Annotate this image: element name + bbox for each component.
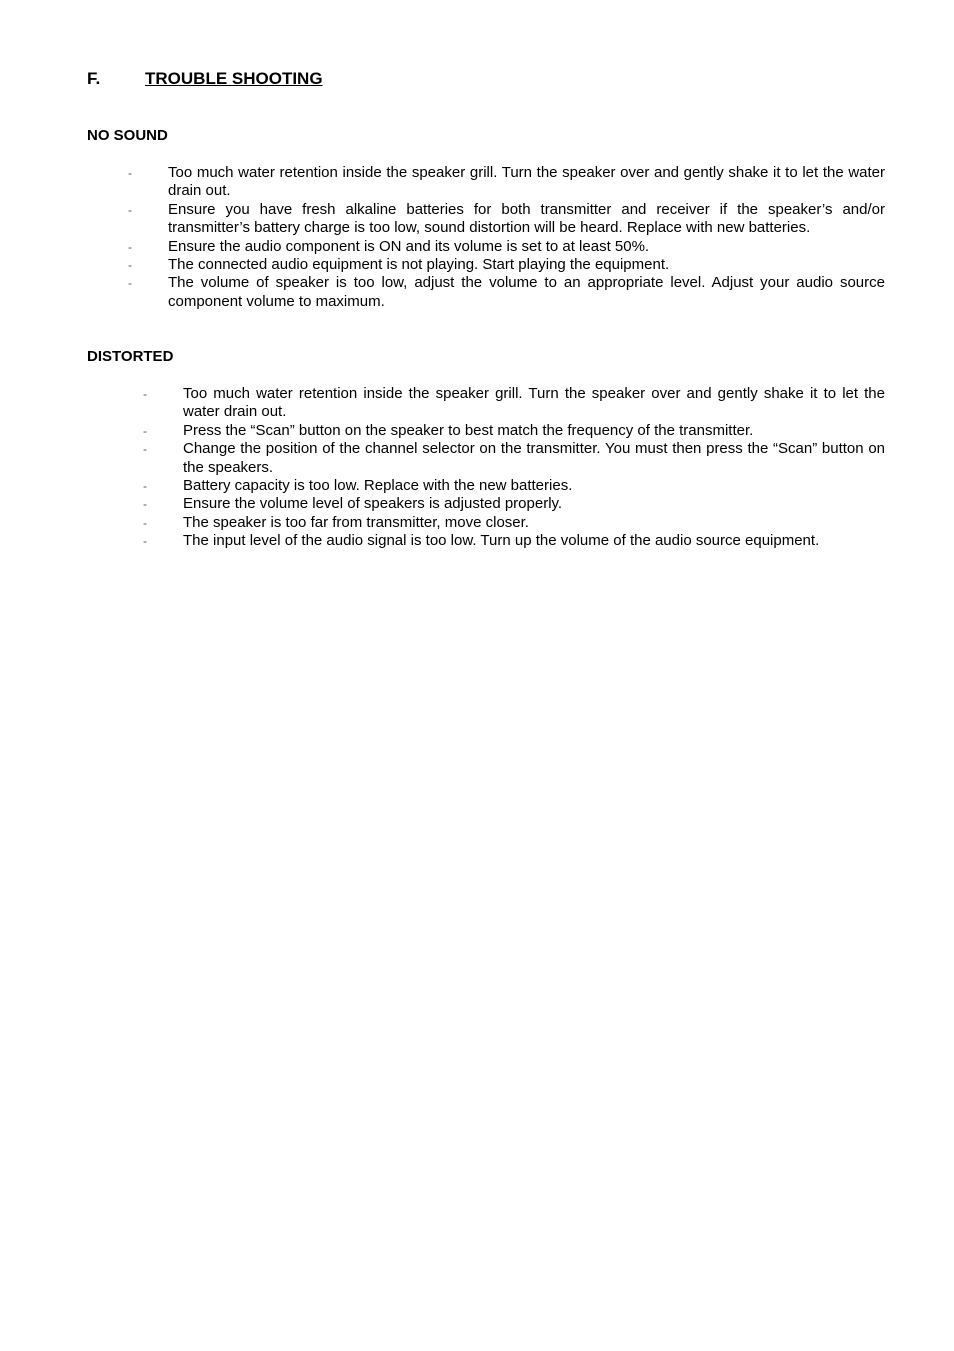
list-item-text: The speaker is too far from transmitter, move closer.	[183, 513, 529, 531]
list-item-text: Press the “Scan” button on the speaker to best match the frequency of the transmitter.	[183, 421, 754, 439]
list-item	[143, 532, 885, 550]
no-sound-heading: NO SOUND	[87, 127, 168, 144]
list-item-text: Ensure you have fresh alkaline batteries for both transmitter and receiver if the speaker’s and/or transmitter’s battery charge is too low, sound distortion will be heard. Replace with new batteries.	[168, 200, 885, 237]
list-item-text: The connected audio equipment is not playing. Start playing the equipment.	[168, 256, 670, 274]
list-item-text: The input level of the audio signal is too low. Turn up the volume of the audio source equipment.	[183, 532, 820, 550]
section-heading	[87, 69, 323, 89]
section-letter: F.	[87, 69, 101, 88]
list-item	[128, 201, 885, 238]
bullet-dash: -	[128, 202, 132, 217]
list-item	[128, 274, 885, 311]
bullet-dash: -	[143, 534, 147, 549]
bullet-dash: -	[128, 166, 132, 180]
list-item	[143, 422, 885, 440]
bullet-dash: -	[128, 239, 132, 254]
list-item	[128, 164, 885, 201]
list-item	[143, 440, 885, 477]
list-item	[143, 477, 885, 495]
list-item	[143, 495, 885, 513]
list-item-text: Change the position of the channel selector on the transmitter. You must then press the “Scan” button on the speakers.	[183, 440, 885, 476]
bullet-dash: -	[143, 497, 147, 512]
bullet-dash: -	[128, 276, 132, 291]
bullet-dash: -	[143, 423, 147, 438]
list-item	[143, 385, 885, 422]
list-item-text: Ensure the audio component is ON and its volume is set to at least 50%.	[168, 237, 650, 255]
list-item-text: Too much water retention inside the speaker grill. Turn the speaker over and gently shake it to let the water drain out.	[183, 385, 885, 421]
distorted-list	[143, 385, 885, 551]
distorted-heading: DISTORTED	[87, 348, 174, 365]
bullet-dash: -	[143, 387, 147, 401]
list-item-text: The volume of speaker is too low, adjust the volume to an appropriate level. Adjust your audio source component volume to maximum.	[168, 274, 885, 310]
bullet-dash: -	[128, 258, 132, 273]
section-title: TROUBLE SHOOTING	[145, 69, 323, 88]
list-item	[128, 238, 885, 256]
list-item	[143, 514, 885, 532]
bullet-dash: -	[143, 515, 147, 530]
no-sound-list	[128, 164, 885, 311]
bullet-dash: -	[143, 442, 147, 457]
list-item	[128, 256, 885, 274]
list-item-text: Ensure the volume level of speakers is adjusted properly.	[183, 495, 563, 513]
bullet-dash: -	[143, 479, 147, 494]
list-item-text: Battery capacity is too low. Replace with the new batteries.	[183, 477, 573, 495]
list-item-text: Too much water retention inside the speaker grill. Turn the speaker over and gently shake it to let the water drain out.	[168, 164, 885, 200]
